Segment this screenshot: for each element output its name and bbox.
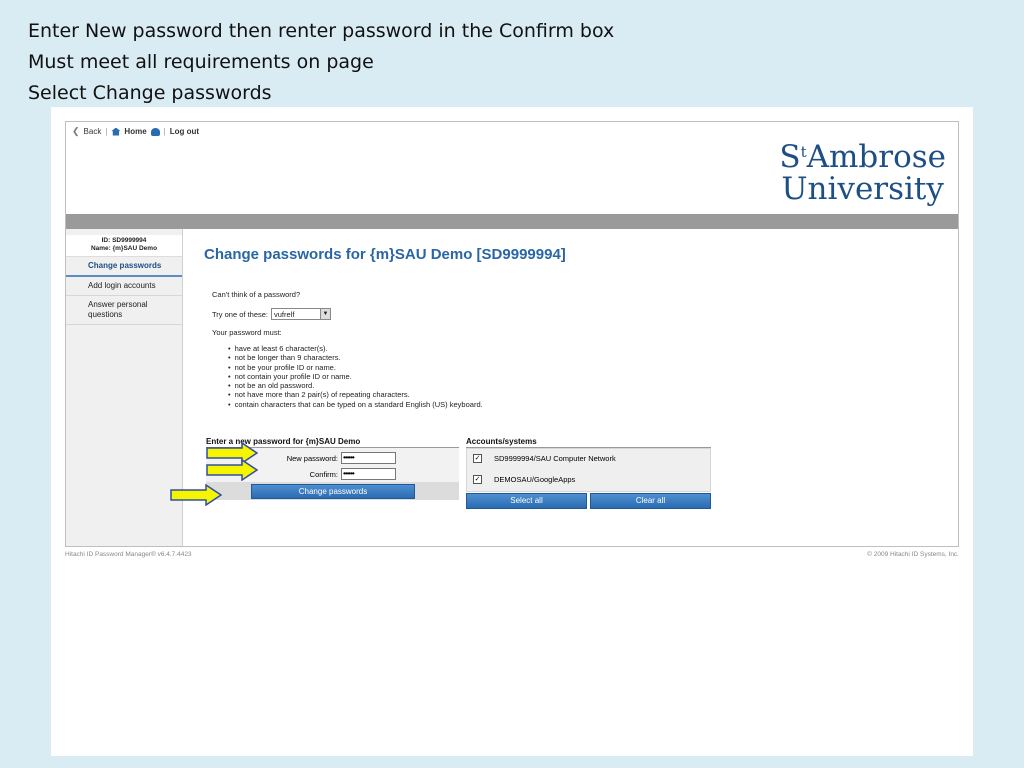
footer-version: Hitachi ID Password Manager® v6.4.7.4423 <box>65 551 192 558</box>
accounts-panel <box>466 437 711 509</box>
new-password-row <box>287 452 396 464</box>
list-item <box>473 475 575 484</box>
sidebar-item-add-login-accounts[interactable]: Add login accounts <box>66 277 182 296</box>
logout-link[interactable]: Log out <box>169 127 200 136</box>
list-item: • not be longer than 9 characters. <box>228 353 483 362</box>
accounts-list <box>466 448 711 492</box>
clear-all-button[interactable]: Clear all <box>590 493 711 509</box>
new-password-input[interactable]: •••••• <box>341 452 396 464</box>
suggestion-row <box>212 308 331 320</box>
footer-copyright: © 2009 Hitachi ID Systems, Inc. <box>867 551 959 558</box>
account-checkbox[interactable]: ✓ <box>474 455 481 462</box>
accounts-buttons <box>466 493 711 509</box>
list-item: • not be your profile ID or name. <box>228 363 483 372</box>
cant-think-text: Can't think of a password? <box>212 290 301 299</box>
confirm-password-row <box>310 468 396 480</box>
list-item: • not have more than 2 pair(s) of repeating characters. <box>228 390 483 399</box>
page-title: Change passwords for {m}SAU Demo [SD9999994] <box>204 246 566 263</box>
account-label: SD9999994/SAU Computer Network <box>494 454 616 463</box>
browser-page <box>65 121 959 547</box>
confirm-password-label: Confirm: <box>309 469 338 479</box>
sidebar <box>66 229 183 546</box>
university-logo <box>779 136 946 205</box>
user-icon[interactable] <box>151 128 160 136</box>
sidebar-item-change-passwords[interactable]: Change passwords <box>66 257 182 277</box>
logo-line-2: University <box>781 171 944 207</box>
dropdown-arrow-icon[interactable]: ▼ <box>320 309 330 319</box>
profile-id-box <box>66 235 182 257</box>
sidebar-item-answer-personal-questions[interactable]: Answer personal questions <box>66 296 182 325</box>
nav-separator: | <box>105 127 108 136</box>
suggestion-dropdown[interactable] <box>271 308 331 320</box>
back-arrow-icon[interactable]: ❮ <box>72 126 80 136</box>
profile-id: ID: SD9999994 <box>101 237 147 244</box>
change-passwords-button[interactable]: Change passwords <box>251 484 415 499</box>
main-content <box>204 246 944 505</box>
back-link[interactable]: Back <box>83 127 102 136</box>
profile-name: Name: {m}SAU Demo <box>90 245 158 252</box>
instruction-line-1: Enter New password then renter password in the Confirm box <box>28 20 615 42</box>
screenshot-panel <box>51 107 973 756</box>
yellow-arrow-icon <box>206 459 258 481</box>
instruction-line-3: Select Change passwords <box>28 82 272 104</box>
list-item: • not contain your profile ID or name. <box>228 372 483 381</box>
must-label: Your password must: <box>212 328 282 337</box>
yellow-arrow-icon <box>170 484 222 506</box>
list-item: • have at least 6 character(s). <box>228 344 483 353</box>
try-label: Try one of these: <box>212 309 269 319</box>
list-item <box>473 454 616 463</box>
home-link[interactable]: Home <box>124 127 147 136</box>
top-nav <box>72 126 199 137</box>
list-item: • contain characters that can be typed on a standard English (US) keyboard. <box>228 400 483 409</box>
suggestion-value: vufrelf <box>274 309 295 319</box>
requirements-list <box>228 344 483 409</box>
list-item: • not be an old password. <box>228 381 483 390</box>
select-all-button[interactable]: Select all <box>466 493 587 509</box>
nav-separator: | <box>163 127 166 136</box>
new-password-label: New password: <box>286 453 338 463</box>
account-checkbox[interactable]: ✓ <box>474 476 481 483</box>
header-divider-bar <box>66 214 958 229</box>
logo-line-1: $S^tAmbrose$ <box>779 139 946 175</box>
accounts-heading: Accounts/systems <box>466 437 711 448</box>
instruction-text <box>28 16 614 109</box>
home-icon[interactable] <box>111 128 120 136</box>
instruction-line-2: Must meet all requirements on page <box>28 51 374 73</box>
account-label: DEMOSAU/GoogleApps <box>494 475 576 484</box>
password-button-bar <box>206 482 459 500</box>
confirm-password-input[interactable]: •••••• <box>341 468 396 480</box>
password-form-heading: Enter a new password for {m}SAU Demo <box>206 437 459 448</box>
